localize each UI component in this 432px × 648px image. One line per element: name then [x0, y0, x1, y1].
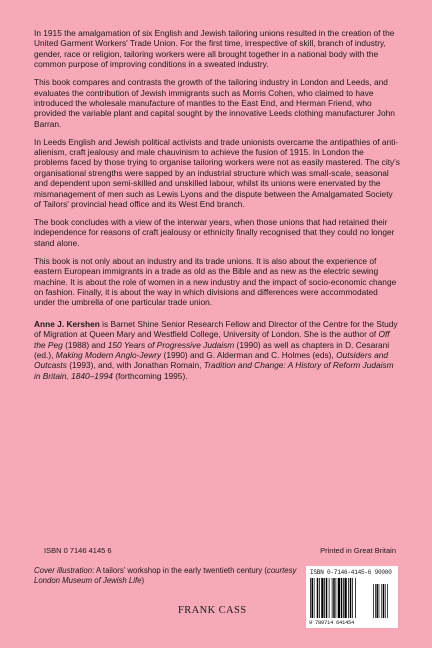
barcode-addon: 90000 — [374, 569, 392, 576]
barcode-bars — [309, 578, 395, 618]
printed-in: Printed in Great Britain — [320, 546, 396, 555]
blurb-text — [34, 28, 400, 389]
barcode-isbn: ISBN 0-7146-4145-6 90000 — [310, 569, 392, 576]
blurb-paragraph-3: In Leeds English and Jewish political activists and trade unionists overcame the antipathies of anti-alienism, craft jealousy and male chauvinism to achieve the fusion of 1915. In London the problems faced by those trying to organise tailoring workers were not as easily mastered. The city's organisational strengths were sapped by an industrial structure which was small-scale, seasonal and dependent upon semi-skilled and unskilled labour, whilst its unions were enervated by the mismanagement of men such as Lewis Lyons and the dispute between the Amalgamated Society of Tailors' provincial head office and its West End branch. — [34, 136, 400, 210]
book-title: Tradition and Change: A History of Reform Judaism in Britain, 1840–1994 — [34, 360, 394, 381]
blurb-paragraph-5: This book is not only about an industry and its trade unions. It is also about the experience of eastern European immigrants in a trade as old as the Bible and as new as the electric sewing machine. It is about the role of women in a new industry and the impact of socio-economic change on fashion. Finally, it is about the way in which divisions and differences were accommodated under the umbrella of one particular trade union. — [34, 255, 397, 308]
publisher-name: FRANK CASS — [178, 605, 247, 616]
author-bio: Anne J. Kershen is Barnet Shine Senior Research Fellow and Director of the Centre for the Study of Migration at Queen Mary and Westfield College, University of London. She is the author of Off the Peg (1988) and 150 Years of Progressive Judaism (1990) as well as chapters in D. Cesarani (ed.), Making Modern Anglo-Jewry (1990) and G. Alderman and C. Holmes (eds), Outsiders and Outcasts (1993), and, with Jonathan Romain, Tradition and Change: A History of Reform Judaism in Britain, 1840–1994 (forthcoming 1995). — [34, 318, 398, 381]
barcode-digits: 9 780714 641454 — [309, 619, 355, 626]
book-title: Making Modern Anglo-Jewry — [55, 349, 162, 360]
book-title: Off the Peg — [34, 329, 390, 350]
blurb-paragraph-1: In 1915 the amalgamation of six English and Jewish tailoring unions resulted in the creation of the United Garment Workers' Trade Union. For the first time, irrespective of skill, branch of industry, gender, race or religion, tailoring workers were all brought together in a national body with the common purpose of improving conditions in a sweated industry. — [34, 28, 395, 70]
isbn-text: ISBN 0 7146 4145 6 — [44, 546, 112, 555]
author-name: Anne J. Kershen — [34, 318, 100, 329]
book-title: 150 Years of Progressive Judaism — [107, 339, 235, 350]
cover-illustration-credit: Cover illustration: A tailors' workshop in the early twentieth century (courtesy London Museum of Jewish Life) — [34, 566, 297, 585]
blurb-paragraph-4: The book concludes with a view of the interwar years, when those unions that had retained their independence for reasons of craft jealousy or ethnicity finally recognised that they could no longer stand alone. — [34, 217, 395, 248]
isbn-row — [44, 546, 396, 555]
barcode — [306, 566, 398, 628]
blurb-paragraph-2: This book compares and contrasts the growth of the tailoring industry in London and Leeds, and evaluates the contribution of Jewish immigrants such as Morris Cohen, who claimed to have introduced the wholesale manufacture of mantles to the East End, and Herman Friend, who provided the variable plant and capital sought by the innovative Leeds clothing manufacturer John Barran. — [34, 77, 395, 129]
book-title: Outsiders and Outcasts — [34, 349, 389, 371]
